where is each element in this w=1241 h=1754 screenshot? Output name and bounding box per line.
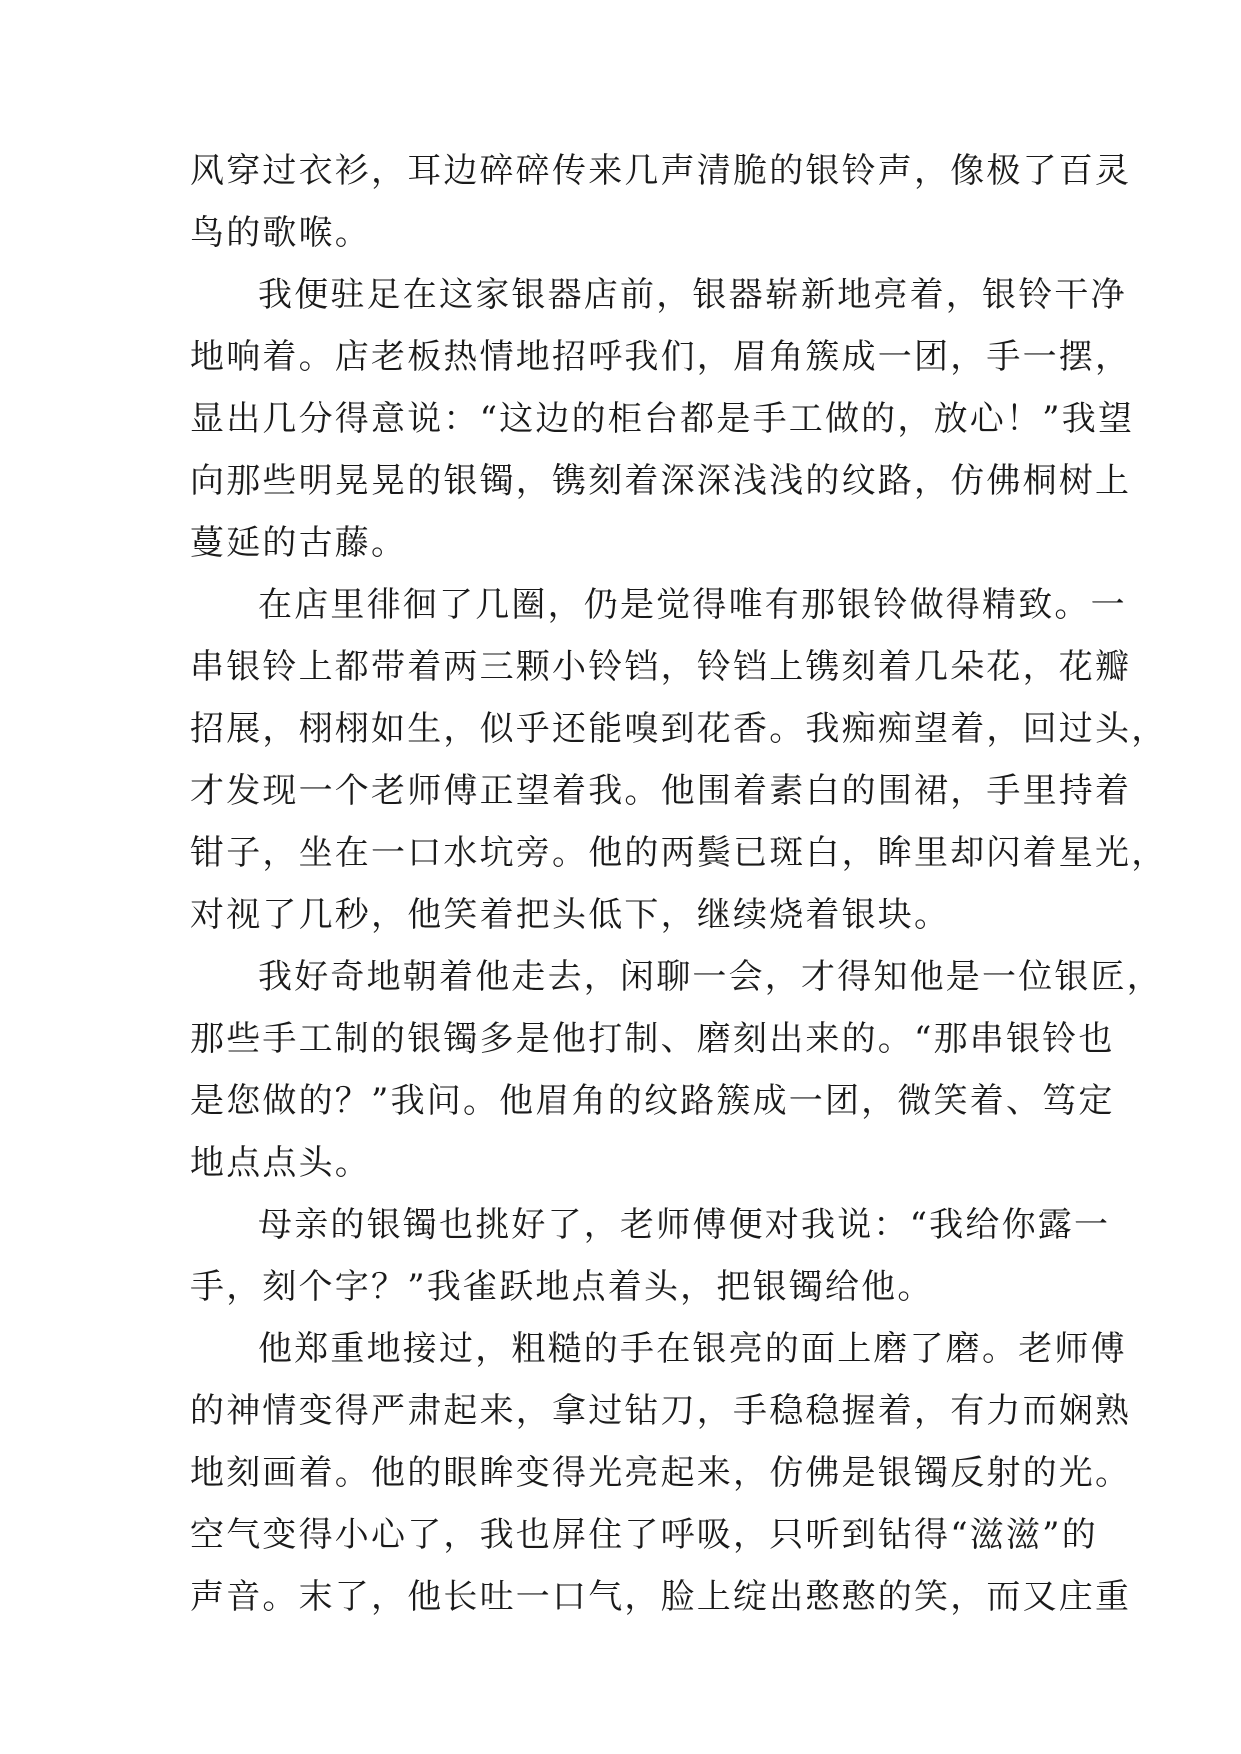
text-line: 蔓延的古藤。	[190, 523, 408, 563]
text-line: 钳子，坐在一口水坑旁。他的两鬓已斑白，眸里却闪着星光，	[190, 833, 1168, 873]
text-line: 才发现一个老师傅正望着我。他围着素白的围裙，手里持着	[190, 771, 1132, 811]
text-line: 声音。末了，他长吐一口气，脸上绽出憨憨的笑，而又庄重	[190, 1577, 1132, 1617]
text-line: 显出几分得意说：“这边的柜台都是手工做的，放心！”我望	[190, 399, 1135, 439]
text-line: 我便驻足在这家银器店前，银器崭新地亮着，银铃干净	[258, 275, 1127, 315]
text-line: 是您做的？”我问。他眉角的纹路簇成一团，微笑着、笃定	[190, 1081, 1115, 1121]
text-line: 向那些明晃晃的银镯，镌刻着深深浅浅的纹路，仿佛桐树上	[190, 461, 1132, 501]
text-line: 他郑重地接过，粗糙的手在银亮的面上磨了磨。老师傅	[258, 1329, 1127, 1369]
text-line: 鸟的歌喉。	[190, 213, 371, 253]
text-line: 母亲的银镯也挑好了，老师傅便对我说：“我给你露一	[258, 1205, 1111, 1245]
text-line: 那些手工制的银镯多是他打制、磨刻出来的。“那串银铃也	[190, 1019, 1115, 1059]
text-line: 串银铃上都带着两三颗小铃铛，铃铛上镌刻着几朵花，花瓣	[190, 647, 1132, 687]
text-line: 地点点头。	[190, 1143, 371, 1183]
text-line: 手，刻个字？”我雀跃地点着头，把银镯给他。	[190, 1267, 934, 1307]
text-line: 我好奇地朝着他走去，闲聊一会，才得知他是一位银匠，	[258, 957, 1163, 997]
text-line: 空气变得小心了，我也屏住了呼吸，只听到钻得“滋滋”的	[190, 1515, 1098, 1555]
text-line: 在店里徘徊了几圈，仍是觉得唯有那银铃做得精致。一	[258, 585, 1127, 625]
text-line: 的神情变得严肃起来，拿过钻刀，手稳稳握着，有力而娴熟	[190, 1391, 1132, 1431]
text-line: 对视了几秒，他笑着把头低下，继续烧着银块。	[190, 895, 951, 935]
text-line: 地刻画着。他的眼眸变得光亮起来，仿佛是银镯反射的光。	[190, 1453, 1132, 1493]
body-text	[190, 151, 1168, 1642]
text-line: 风穿过衣衫，耳边碎碎传来几声清脆的银铃声，像极了百灵	[190, 151, 1132, 191]
text-line: 地响着。店老板热情地招呼我们，眉角簇成一团，手一摆，	[190, 337, 1132, 377]
text-line: 招展，栩栩如生，似乎还能嗅到花香。我痴痴望着，回过头，	[190, 709, 1168, 749]
